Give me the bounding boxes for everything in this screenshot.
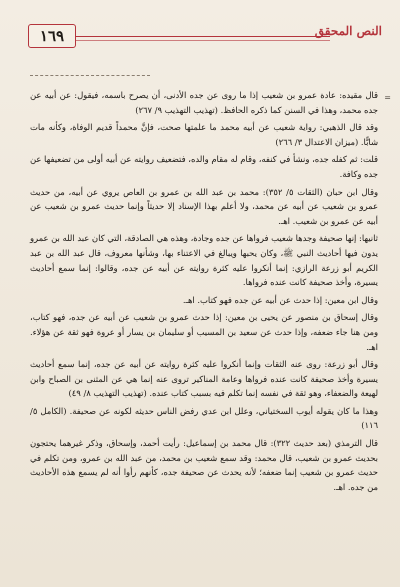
equals-marker-icon: = xyxy=(384,93,391,102)
paragraph: وقال ابن معين: إذا حدث عن أبيه عن جده فهو كتاب. اهـ. xyxy=(182,294,378,305)
paragraph: وقال إسحاق بن منصور عن يحيى بن معين: إذا حدث عمرو بن شعيب عن أبيه عن جده، فهو كتاب، ومن هنا جاء ضعفه، وإذا حدث عن سعيد بن المسيب أو سليمان بن يسار أو عروة فهو ثقة عن هؤلاء. اهـ. xyxy=(30,312,378,352)
paragraph: قال الترمذي (بعد حديث ٣٢٢): قال محمد بن إسماعيل: رأيت أحمد، وإسحاق، وذكر غيرهما يحتجون بحديث عمرو بن شعيب، قال محمد: وقد سمع شعيب بن محمد، من عبد الله بن عمرو، ومن تكلم في حديث عمرو بن شعيب إنما ضعفه؛ لأنه يحدث عن صحيفة جده، كأنهم رأوا أنه لم يسمع هذه الأحاديث من جده. اهـ. xyxy=(30,438,378,492)
body-text xyxy=(30,88,391,581)
paragraph: وقال ابن حبان (الثقات ٥/ ٣٥٢): محمد بن عبد الله بن عمرو بن العاص يروي عن أبيه، من حديث عمرو بن شعيب عن أبيه عن محمد، ولا أعلم بهذا الإسناد إلا حديثاً وإنما حديث عمرو بن شعيب عن أبيه عن عمرو بن شعيب. اهـ. xyxy=(30,186,379,226)
header-rule xyxy=(76,36,330,37)
paragraph: وهذا ما كان يقوله أيوب السختياني، وعلل ابن عدي رفض الناس حديثه لكونه عن صحيفة. (الكامل ٥/ ١١٦) xyxy=(30,405,378,431)
paragraph-text: قال مقيده: عادة عمرو بن شعيب إذا ما روى عن جده الأدنى، أن يصرح باسمه، فيقول: عن أبيه عن جده محمد، وهذا في السنن كما ذكره الحافظ. (تهذيب التهذيب ٩/ ٢٦٧) xyxy=(30,90,378,115)
paragraph xyxy=(30,88,391,117)
footnote-divider xyxy=(30,75,150,77)
header-rule-thin xyxy=(76,40,330,41)
paragraph: قلت: ثم كفله جده، ونشأ في كنفه، وقام له مقام والده، فتضعيف روايته عن أبيه أولى من تضعيفها عن جده وكافة. xyxy=(30,154,378,179)
running-title: النص المحقق xyxy=(314,24,382,38)
paragraph: وقال أبو زرعة: روى عنه الثقات وإنما أنكروا عليه كثرة روايته عن أبيه عن جده، إنما سمع أحاديث يسيرة وأخذ صحيفة كانت عنده فرواها وعامة المناكير تروى عنه إنما هي عن المثنى بن الصباح وابن لهيعة والضعفاء، وهو ثقة في نفسه إنما تكلم فيه بسبب كتاب عنده. (تهذيب التهذيب ٨/ ٤٩) xyxy=(30,359,378,399)
page-number: ١٦٩ xyxy=(28,24,76,48)
paragraph: وقد قال الذهبي: رواية شعيب عن أبيه محمد ما علمتها صحت، فإنَّ محمداً قديم الوفاة، وكأنه مات شابًّا. (ميزان الاعتدال ٣/ ٢٦٦) xyxy=(30,122,378,147)
paragraph: ثانيها: إنها صحيفة وجدها شعيب فرواها عن جده وجادة، وهذه هي الصادقة، التي كان عبد الله بن عمرو يدون فيها أحاديث النبي ﷺ، وكان يحبها ويبالغ في الاعتناء بها، وشأنها معروف، قال عبد الله بن عبد الكريم أبو زرعة الرازي: إنما أنكروا عليه كثرة روايته عن أبيه عن جده، وقالوا: إنما سمع أحاديث يسيرة، وأخذ صحيفة كانت عنده فرواها. xyxy=(30,233,378,288)
page-header xyxy=(14,22,386,50)
